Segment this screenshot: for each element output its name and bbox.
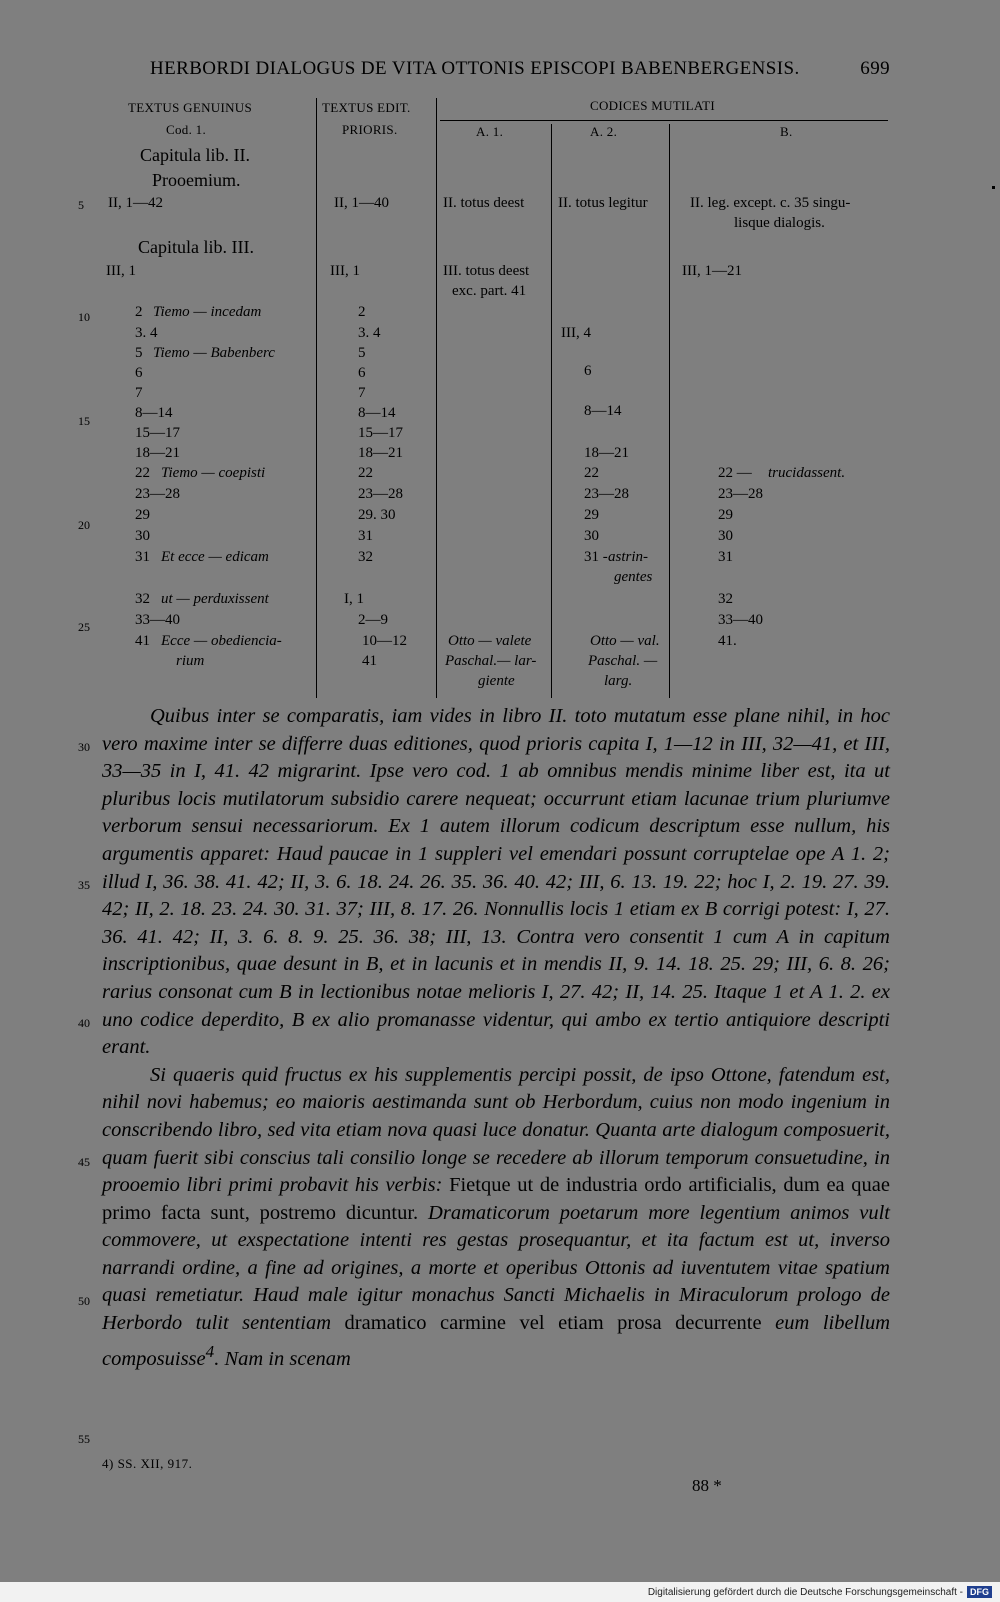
cell-b: III, 1—21 xyxy=(682,263,742,279)
cell-b: 29 xyxy=(718,507,733,523)
cell-c2: 3. 4 xyxy=(358,325,381,341)
cell-c1: 23—28 xyxy=(135,486,180,502)
line-number: 50 xyxy=(78,1294,90,1308)
cell-a2: 22 xyxy=(584,465,599,481)
cell-c2-cont: 41 xyxy=(362,653,377,669)
cell-a2-number: 31 - xyxy=(584,549,608,565)
cell-a1-cont: giente xyxy=(478,673,515,689)
cell-c1-number: 5 xyxy=(135,345,143,361)
cell-a2: 8—14 xyxy=(584,403,622,419)
cell-a1: III. totus deest xyxy=(443,263,530,279)
cell-c1-incipit: Tiemo — Babenberc xyxy=(153,345,275,361)
paragraph xyxy=(102,1062,890,1373)
cell-c2: 22 xyxy=(358,465,373,481)
cell-c1-incipit: Tiemo — coepisti xyxy=(161,465,266,481)
cell-c2: 6 xyxy=(358,365,366,381)
line-number: 35 xyxy=(78,878,90,892)
cell-c2: 18—21 xyxy=(358,445,403,461)
cell-c1: III, 1 xyxy=(106,263,136,279)
cell-c2: 29. 30 xyxy=(358,507,396,523)
cell-a2: 23—28 xyxy=(584,486,629,502)
cell-c1: 15—17 xyxy=(135,425,180,441)
signature-mark: 88 * xyxy=(692,1476,722,1495)
line-number: 55 xyxy=(78,1432,90,1446)
page-number: 699 xyxy=(860,58,890,79)
line-number: 5 xyxy=(78,198,84,212)
cell-c1: 8—14 xyxy=(135,405,173,421)
cell-a2-cont: larg. xyxy=(604,673,633,689)
cell-b: 41. xyxy=(718,633,737,649)
collation-table xyxy=(0,96,1000,701)
cell-c1-number: 22 xyxy=(135,465,150,481)
cell-a2: II. totus legitur xyxy=(558,195,648,211)
col-subheader-cod1: Cod. 1. xyxy=(166,122,207,137)
cell-c2: II, 1—40 xyxy=(334,195,389,211)
cell-c1-incipit: Et ecce — edicam xyxy=(161,549,269,565)
col-header-a1: A. 1. xyxy=(476,124,504,139)
caption-capitula-iii: Capitula lib. III. xyxy=(138,237,254,257)
line-number: 20 xyxy=(78,518,90,532)
cell-c2: III, 1 xyxy=(330,263,360,279)
caption-capitula-ii: Capitula lib. II. xyxy=(140,145,250,165)
cell-b: 33—40 xyxy=(718,612,763,628)
line-number: 10 xyxy=(78,310,90,324)
cell-a1: Otto — valete xyxy=(448,633,532,649)
cell-c2: 7 xyxy=(358,385,366,401)
line-number: 15 xyxy=(78,414,90,428)
cell-b: 22 — xyxy=(718,465,752,481)
cell-c1: 7 xyxy=(135,385,143,401)
cell-a2: 6 xyxy=(584,363,592,379)
cell-c1: 18—21 xyxy=(135,445,180,461)
dfg-credit-bar xyxy=(0,1582,1000,1602)
caption-prooemium: Prooemium. xyxy=(152,170,241,190)
col-header-codices-mutilati: CODICES MUTILATI xyxy=(590,98,716,113)
cell-c2: 31 xyxy=(358,528,373,544)
cell-a2-incipit: astrin- xyxy=(608,549,649,565)
cell-c2: 5 xyxy=(358,345,366,361)
cell-c1: 6 xyxy=(135,365,143,381)
cell-b-cont: lisque dialogis. xyxy=(734,215,825,231)
quotation: Fietque ut de industria ordo artificialis, dum ea quae primo facta sunt, postremo dicuntur. xyxy=(102,1174,890,1224)
cell-a1-cont: Paschal.— lar- xyxy=(445,653,537,669)
cell-c1: 3. 4 xyxy=(135,325,158,341)
cell-c1: 30 xyxy=(135,528,150,544)
cell-c1-number: 31 xyxy=(135,549,150,565)
footnote-ref: 4 xyxy=(205,1341,215,1361)
brace-rule xyxy=(440,120,888,121)
col-subheader-prioris: PRIORIS. xyxy=(342,122,398,137)
cell-a2: III, 4 xyxy=(561,325,591,341)
cell-c2: 23—28 xyxy=(358,486,403,502)
cell-b-incipit: trucidassent. xyxy=(768,465,846,481)
cell-a2-cont: gentes xyxy=(614,569,653,585)
column-rule xyxy=(669,124,670,698)
cell-a2: Otto — val. xyxy=(590,633,660,649)
cell-c1-number: 41 xyxy=(135,633,150,649)
line-number: 40 xyxy=(78,1016,90,1030)
running-head xyxy=(150,58,890,80)
footnote: 4) SS. XII, 917. xyxy=(102,1456,193,1471)
cell-c2: 8—14 xyxy=(358,405,396,421)
cell-c1-incipit: ut — perduxissent xyxy=(161,591,269,607)
col-header-a2: A. 2. xyxy=(590,124,618,139)
cell-b: 31 xyxy=(718,549,733,565)
cell-a2-cont: Paschal. — xyxy=(588,653,658,669)
cell-a2: 29 xyxy=(584,507,599,523)
cell-c2: 10—12 xyxy=(362,633,407,649)
column-rule xyxy=(316,98,317,698)
cell-a1: II. totus deest xyxy=(443,195,525,211)
cell-c1-incipit: Ecce — obedienciа- xyxy=(161,633,282,649)
cell-c1: 29 xyxy=(135,507,150,523)
cell-b: 32 xyxy=(718,591,733,607)
cell-c2: 2—9 xyxy=(358,612,388,628)
text-run: Dramaticorum poetarum more legentium animos vult commovere, ut exspectatione intenti res gestas prosequantur, et ita factum est ut, inverso narrandi ordine, a fine ad origines, a morte et operibus Ottonis ad iuventutem vitae spatium quasi remetiatur. Haud male igitur monachus Sancti Michaelis in Miraculorum prologo de Herbordo tulit sententiam xyxy=(102,1201,890,1335)
column-rule xyxy=(436,98,437,698)
col-header-textus-genuinus: TEXTUS GENUINUS xyxy=(128,100,253,115)
dfg-logo-icon: DFG xyxy=(967,1586,992,1598)
column-rule xyxy=(551,124,552,698)
page-title: HERBORDI DIALOGUS DE VITA OTTONIS EPISCOPI BABENBERGENSIS. xyxy=(150,58,800,79)
line-number: 25 xyxy=(78,620,90,634)
cell-c2: 15—17 xyxy=(358,425,403,441)
col-header-textus-edit: TEXTUS EDIT. xyxy=(322,100,411,115)
text-run: eum libellum composuisse xyxy=(102,1312,891,1370)
cell-b: 23—28 xyxy=(718,486,763,502)
cell-c1: 33—40 xyxy=(135,612,180,628)
quotation: dramatico carmine vel etiam prosa decurrente xyxy=(331,1312,776,1335)
line-number: 30 xyxy=(78,740,90,754)
dfg-credit-text: Digitalisierung gefördert durch die Deutsche Forschungsgemeinschaft - xyxy=(647,1586,963,1598)
cell-c2: 2 xyxy=(358,304,366,320)
cell-b: II. leg. except. c. 35 singu- xyxy=(690,195,851,211)
cell-a2: 30 xyxy=(584,528,599,544)
cell-c2: I, 1 xyxy=(344,591,364,607)
text-run: Si quaeris quid fructus ex his supplementis percipi possit, de ipso Ottone, fatendum est, nihil novi habemus; eo maioris aestimanda sunt ob Herbordum, cuius non modo ingenium in conscribendo libro, sed vita etiam nova quasi luce donatur. Quanta arte dialogum composuerit, quam fuerit sibi conscius tali consilio longe se recedere ab illorum temporum consuetudine, in prooemio libri primi probavit his verbis: xyxy=(102,1063,890,1197)
cell-b: 30 xyxy=(718,528,733,544)
paragraph: Quibus inter se comparatis, iam vides in libro II. toto mutatum esse plane nihil, in hoc vero maxime inter se differre duas editiones, quod prioris capita I, 1—12 in III, 32—41, et III, 33—35 in I, 41. 42 migrarint. Ipse vero cod. 1 ab omnibus mendis minime liber est, ita ut pluribus locis mutilatorum subsidio carere nequeat; occurrunt etiam lacunae trium pluriumve verborum sensui necessariorum. Ex 1 autem illorum codicum descriptum esse nullum, his argumentis apparet: Haud paucae in 1 suppleri vel emendari possunt corruptelae ope A 1. 2; illud I, 36. 38. 41. 42; II, 3. 6. 18. 24. 26. 35. 36. 40. 42; III, 6. 13. 19. 22; hoc I, 2. 19. 27. 39. 42; II, 2. 18. 23. 24. 30. 31. 37; III, 8. 17. 26. Nonnullis locis 1 etiam ex B corrigi potest: I, 27. 36. 41. 42; II, 3. 6. 8. 9. 25. 36. 38; III, 13. Contra vero consentit 1 cum A in capitum inscriptionibus, quae desunt in B, et in lacunis et in mendis II, 9. 14. 18. 25. 29; III, 6. 8. 26; rarius consonat cum B in lectionibus notae melioris I, 27. 42; II, 14. 25. Itaque 1 et A 1. 2. ex uno codice deperdito, B ex alio promanasse videntur, qui ambo ex tertio antiquiore descripti erant. xyxy=(102,705,890,1059)
line-number: 45 xyxy=(78,1155,90,1169)
text-run: . Nam in scenam xyxy=(214,1347,351,1370)
body-text xyxy=(102,703,890,1373)
col-header-b: B. xyxy=(780,124,793,139)
cell-c1-incipit: Tiemo — incedam xyxy=(153,304,262,320)
scan-speck xyxy=(992,186,995,189)
cell-c1-number: 32 xyxy=(135,591,150,607)
cell-c1: II, 1—42 xyxy=(108,195,163,211)
cell-c2: 32 xyxy=(358,549,373,565)
cell-c1-cont: rium xyxy=(176,653,205,669)
cell-a1-cont: exc. part. 41 xyxy=(452,283,527,299)
cell-a2: 18—21 xyxy=(584,445,629,461)
cell-c1-number: 2 xyxy=(135,304,143,320)
